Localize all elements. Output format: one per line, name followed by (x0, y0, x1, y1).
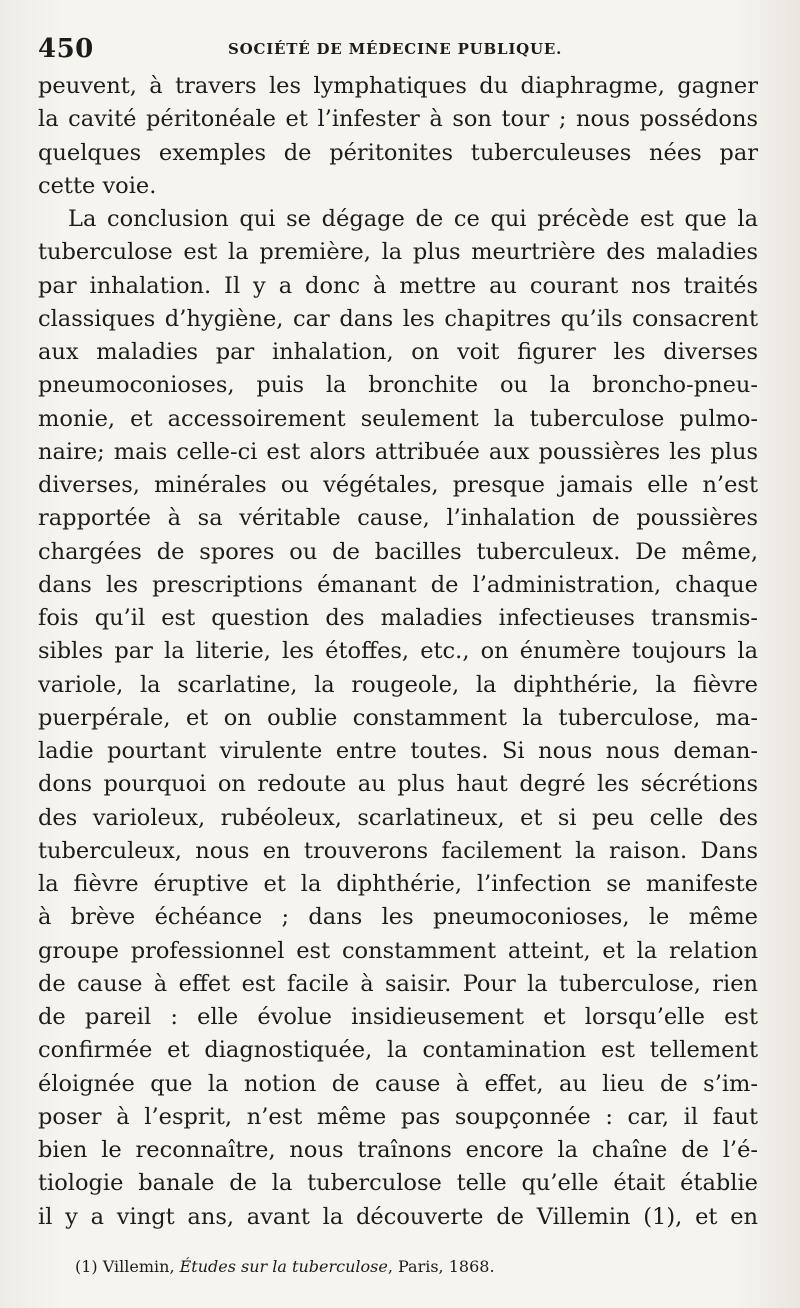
body-text (38, 70, 758, 1234)
text-line: ladie pourtant virulente entre toutes. Si nous nous deman- (38, 738, 758, 764)
text-line: des varioleux, rubéoleux, scarlatineux, et si peu celle des (38, 804, 758, 831)
text-line: rapportée à sa véritable cause, l’inhalation de poussières (38, 505, 758, 532)
running-head: SOCIÉTÉ DE MÉDECINE PUBLIQUE. (228, 40, 563, 58)
text-line: de pareil : elle évolue insidieusement et lorsqu’elle est (38, 1004, 758, 1030)
text-line: peuvent, à travers les lymphatiques du diaphragme, gagner (38, 73, 758, 99)
text-line: dons pourquoi on redoute au plus haut degré les sécrétions (38, 771, 758, 798)
text-line: puerpérale, et on oublie constamment la tuberculose, ma- (38, 704, 758, 731)
text-line: tiologie banale de la tuberculose telle qu’elle était établie (38, 1170, 758, 1197)
footnote-marker: (1) Villemin, (75, 1257, 180, 1276)
text-line: la cavité péritonéale et l’infester à son tour ; nous possédons (38, 106, 758, 133)
text-line: naire; mais celle-ci est alors attribuée aux poussières les plus (38, 438, 758, 465)
text-line: cette voie. (38, 172, 157, 199)
footnote-title: Études sur la tuberculose (179, 1257, 388, 1276)
text-line: monie, et accessoirement seulement la tuberculose pulmo- (38, 405, 758, 432)
text-line: quelques exemples de péritonites tuberculeuses nées par (38, 139, 758, 166)
text-line: tuberculose est la première, la plus meurtrière des maladies (38, 239, 758, 266)
text-line: pneumoconioses, puis la bronchite ou la broncho-pneu- (38, 372, 758, 399)
text-line: poser à l’esprit, n’est même pas soupçonnée : car, il faut (38, 1103, 758, 1130)
text-line: sibles par la literie, les étoffes, etc., on énumère toujours la (38, 638, 758, 665)
text-line: confirmée et diagnostiquée, la contamination est tellement (38, 1037, 758, 1064)
text-line: fois qu’il est question des maladies infectieuses transmis- (38, 605, 758, 631)
page-number: 450 (38, 34, 94, 64)
text-line: la fièvre éruptive et la diphthérie, l’infection se manifeste (38, 871, 758, 897)
text-line: groupe professionnel est constamment atteint, et la relation (38, 937, 758, 964)
text-line: dans les prescriptions émanant de l’administration, chaque (38, 571, 758, 598)
text-line: bien le reconnaître, nous traînons encore la chaîne de l’é- (38, 1137, 758, 1163)
text-line: aux maladies par inhalation, on voit figurer les diverses (38, 339, 758, 365)
page-header (38, 34, 758, 64)
text-line: La conclusion qui se dégage de ce qui précède est que la (68, 206, 758, 232)
text-line: diverses, minérales ou végétales, presque jamais elle n’est (38, 472, 758, 498)
footnote-rest: , Paris, 1868. (387, 1257, 495, 1276)
text-line: de cause à effet est facile à saisir. Pour la tuberculose, rien (38, 970, 758, 997)
text-line: variole, la scarlatine, la rougeole, la diphthérie, la fièvre (38, 671, 758, 698)
text-line: chargées de spores ou de bacilles tuberculeux. De même, (38, 538, 758, 565)
text-line: éloignée que la notion de cause à effet, au lieu de s’im- (38, 1070, 758, 1097)
text-line: par inhalation. Il y a donc à mettre au courant nos traités (38, 272, 758, 299)
footnote (75, 1257, 495, 1276)
text-line: tuberculeux, nous en trouverons facilement la raison. Dans (38, 837, 758, 864)
text-line: il y a vingt ans, avant la découverte de Villemin (1), et en (38, 1203, 758, 1230)
text-line: classiques d’hygiène, car dans les chapitres qu’ils consacrent (38, 305, 758, 332)
text-line: à brève échéance ; dans les pneumoconioses, le même (38, 904, 758, 931)
